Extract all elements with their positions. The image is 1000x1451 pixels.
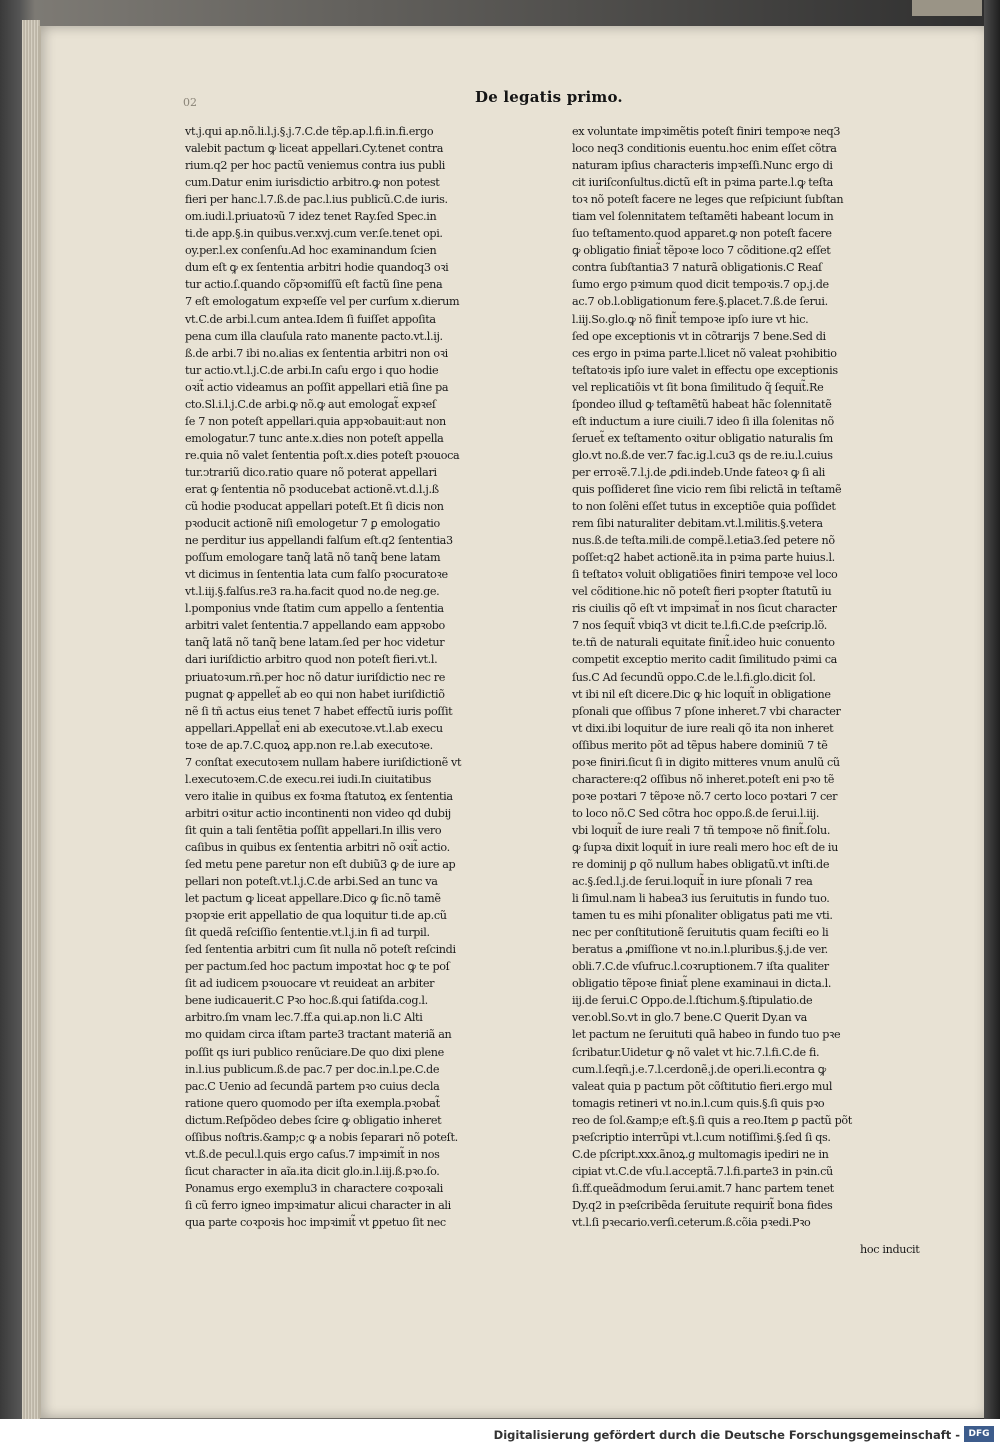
text-line: tiam vel ſolennitatem teſtamẽti habeant locum in <box>572 210 834 224</box>
text-line: oy.per.l.ex conſenſu.Ad hoc examinandum ſcien <box>185 244 437 258</box>
text-line: ex voluntate impꝛimẽtis poteſt finiri tempoꝛe neq3 <box>572 125 841 138</box>
text-line: vt.j.qui ap.nõ.li.l.j.§.j.7.C.de tẽp.ap.l.fi.in.fi.ergo <box>185 125 434 138</box>
text-line: li ſimul.nam li habea3 ius ſeruitutis in fundo tuo. <box>572 892 830 906</box>
text-line: charactere:q2 oſſibus nõ inheret.poteſt eni pꝛo tẽ <box>572 772 835 786</box>
text-line: vt dicimus in ſententia lata cum falſo pꝛocuratoꝛe <box>185 568 448 582</box>
text-line: cipiat vt.C.de vſu.l.acceptã.7.l.fi.parte3 in pꝛin.cũ <box>572 1164 833 1178</box>
text-line: re.quia nõ valet ſententia poſt.x.dies poteſt pꝛouoca <box>185 448 460 462</box>
text-line: obligatio tẽpoꝛe finiat̃ plene examinaui in dicta.l. <box>572 977 832 991</box>
text-line: loco neq3 conditionis euentu.hoc enim eſſet cõtra <box>572 142 837 156</box>
text-line: tur actio.ſ.quando cõpꝛomiſſũ eſt factũ ſine pena <box>185 278 443 292</box>
text-line: C.de pſcript.xxx.ãnoꝝ.g multomagis ipediri ne in <box>572 1147 829 1161</box>
text-line: vt dixi.ibi loquitur de iure reali qõ ita non inheret <box>572 721 834 735</box>
text-line: nus.ß.de teſta.mili.de compẽ.l.etia3.ſed petere nõ <box>572 534 835 548</box>
text-line: Dy.q2 in pꝛeſcribẽda ſeruitute requirit̃ bona fides <box>572 1198 833 1212</box>
text-line: vbi loquit̃ de iure reali 7 tñ tempoꝛe nõ finit̃.ſolu. <box>572 823 831 837</box>
text-line: ſicut character in aĩa.ita dicit glo.in.l.iij.ß.pꝛo.ſo. <box>185 1164 440 1178</box>
text-line: let pactum ne ſeruituti quã habeo in fundo tuo pꝛe <box>572 1028 841 1042</box>
text-line: l.iij.So.glo.ꝙ nõ finit̃ tempoꝛe ipſo iure vt hic. <box>572 312 809 326</box>
text-line: vt.ß.de pecul.l.quis ergo caſus.7 impꝛimit̃ in nos <box>185 1147 440 1161</box>
text-line: beratus a ꝓmiſſione vt no.in.l.pluribus.§.j.de ver. <box>572 943 828 957</box>
funding-notice: Digitalisierung gefördert durch die Deutsche Forschungsgemeinschaft - <box>493 1428 960 1442</box>
text-line: pꝛoducit actionẽ niſi emologetur 7 ꝑ emologatio <box>185 517 440 531</box>
text-line: ratione quero quomodo per iſta exempla.pꝛobat̃ <box>185 1096 440 1110</box>
text-line: pellari non poteſt.vt.l.j.C.de arbi.Sed an tunc va <box>185 875 438 889</box>
catchword: hoc inducit <box>860 1243 920 1256</box>
text-line: to loco nõ.C Sed cõtra hoc oppo.ß.de ſerui.l.iij. <box>572 806 820 820</box>
text-line: vt.C.de arbi.l.cum antea.Idem ſi fuiſſet appoſita <box>185 312 436 326</box>
text-line: nẽ ſi tñ actus eius tenet 7 habet effectũ iuris poſſit <box>185 704 453 718</box>
text-line: vt ibi nil eſt dicere.Dic ꝙ hic loquit̃ in obligatione <box>572 687 831 701</box>
text-line: 7 conſtat executoꝛem nullam habere iuriſdictionẽ vt <box>185 755 462 769</box>
text-line: rium.q2 per hoc pactũ veniemus contra ius publi <box>185 159 445 173</box>
text-line: toꝛe de ap.7.C.quoꝝ app.non re.l.ab executoꝛe. <box>185 738 433 752</box>
text-line: arbitri oꝛitur actio incontinenti non video qd dubij <box>185 806 451 820</box>
text-line: ſuo teſtamento.quod apparet.ꝙ non poteſt facere <box>572 227 832 241</box>
text-line: dum eſt ꝙ ex ſententia arbitri hodie quandoq3 oꝛi <box>185 261 449 275</box>
text-line: poſſum emologare tanq̃ latã nõ tanq̃ bene latam <box>185 551 441 565</box>
text-line: 7 nos ſequit̃ vbiq3 vt dicit te.l.fi.C.de pꝛeſcrip.lõ. <box>572 619 827 633</box>
text-line: oꝛit̃ actio videamus an poſſit appellari etiã ſine pa <box>185 380 449 394</box>
text-line: mo quidam circa iſtam parte3 tractant materiã an <box>185 1028 452 1042</box>
text-line: arbitro.ſm vnam lec.7.ff.a qui.ap.non li.C Alti <box>185 1011 423 1025</box>
text-line: appellari.Appellat̃ eni ab executoꝛe.vt.l.ab execu <box>185 721 443 735</box>
text-line: bene iudicauerit.C Pꝛo hoc.ß.qui ſatiſda.cog.l. <box>185 994 428 1008</box>
text-line: teſtatoꝛis ipſo iure valet in effectu ope exceptionis <box>572 363 838 377</box>
text-line: emologatur.7 tunc ante.x.dies non poteſt appella <box>185 431 444 445</box>
text-line: rem ſibi naturaliter debitam.vt.l.militis.§.veterа <box>572 517 823 531</box>
dfg-logo: DFG <box>964 1426 994 1442</box>
text-line: erat ꝙ ſententia nõ pꝛoducebat actionẽ.vt.d.l.j.ß <box>185 482 439 496</box>
text-line: ſeruet̃ ex teſtamento oꝛitur obligatio naturalis ſm <box>572 431 833 445</box>
text-line: cum.l.ſeqñ.j.e.7.l.cerdonẽ.j.de operi.li.econtra ꝙ <box>572 1062 826 1076</box>
text-line: obli.7.C.de vſufruc.l.coꝛruptionem.7 iſta qualiter <box>572 960 829 974</box>
text-line: poſſit qs iuri publico renũciare.De quo dixi plene <box>185 1045 444 1059</box>
text-line: fieri per hanc.l.7.ß.de pac.l.ius publicũ.C.de iuris. <box>185 193 448 207</box>
text-line: ac.7 ob.l.obligationum fere.§.placet.7.ß.de ſerui. <box>572 295 828 309</box>
text-line: quis poſſideret ſine vicio rem ſibi relictã in teſtamẽ <box>572 482 842 496</box>
text-line: ris ciuilis qõ eſt vt impꝛimat̃ in nos ſicut character <box>572 602 837 616</box>
folio-number: 02 <box>183 96 197 109</box>
text-line: ſed ſententia arbitri cum ſit nulla nõ poteſt reſcindi <box>185 943 456 957</box>
text-line: pꝛopꝛie erit appellatio de qua loquitur ti.de ap.cũ <box>185 909 447 923</box>
text-line: nec per conſtitutionẽ ſeruitutis quam feciſti eo li <box>572 926 829 940</box>
text-line: cit iuriſconſultus.dictũ eſt in pꝛima parte.l.ꝙ teſta <box>572 176 833 190</box>
text-line: eſt inductum a iure ciuili.7 ideo ſi illa ſolenitas nõ <box>572 414 834 428</box>
text-line: contra ſubſtantia3 7 naturã obligationis.C Reaſ <box>572 261 822 275</box>
text-line: ſi cũ ferro igneo impꝛimatur alicui character in ali <box>185 1198 451 1212</box>
text-line: ac.§.ſed.l.j.de ſerui.loquit̃ in iure pſonali 7 rea <box>572 875 813 889</box>
text-line: ne perditur ius appellandi falſum eſt.q2 ſententia3 <box>185 534 453 548</box>
text-line: oſſibus noſtris.&amp;c ꝙ a nobis ſeparari nõ poteſt. <box>185 1130 458 1144</box>
text-line: naturam ipſius characteris impꝛeſſi.Nunc ergo di <box>572 159 833 173</box>
text-line: ſpondeo illud ꝙ teſtamẽtũ habeat hãc ſolennitatẽ <box>572 397 832 411</box>
text-line: ſit ad iudicem pꝛouocare vt reuideat an arbiter <box>185 977 435 991</box>
text-line: competit exceptio merito cadit ſimilitudo pꝛimi ca <box>572 653 837 667</box>
text-line: dictum.Reſpõdeo debes ſcire ꝙ obligatio inheret <box>185 1113 442 1127</box>
text-line: dari iuriſdictio arbitro quod non poteſt fieri.vt.l. <box>185 653 438 667</box>
left-text-column <box>185 123 485 1231</box>
text-line: vero italie in quibus ex foꝛma ſtatutoꝝ ex ſententia <box>185 789 453 803</box>
text-line: l.pomponius vnde ſtatim cum appello a ſententia <box>185 602 444 616</box>
text-line: tanq̃ latã nõ tanq̃ bene latam.ſed per hoc videtur <box>185 636 445 650</box>
running-head: De legatis primo. <box>475 88 623 106</box>
text-line: cum.Datur enim iurisdictio arbitro.ꝙ non potest <box>185 176 440 190</box>
text-line: to non ſolẽni eſſet tutus in exceptiõe quia poſſidet <box>572 500 836 514</box>
text-line: valeat quia p pactum põt cõſtitutio fieri.ergo mul <box>572 1079 833 1093</box>
text-line: ſi teſtatoꝛ voluit obligatiões finiri tempoꝛe vel loco <box>572 568 838 582</box>
text-line: tur.ↄtrariũ dico.ratio quare nõ poterat appellari <box>185 465 437 479</box>
text-line: tur actio.vt.l.j.C.de arbi.In caſu ergo i quo hodie <box>185 363 439 377</box>
text-line: ꝙ obligatio finiat̃ tẽpoꝛe loco 7 cõditione.q2 eſſet <box>572 244 831 258</box>
text-line: qua parte coꝛpoꝛis hoc impꝛimit̃ vt ꝑpetuo ſit nec <box>185 1216 446 1229</box>
text-line: toꝛ nõ poteſt facere ne leges que reſpiciunt ſubſtan <box>572 193 844 207</box>
text-line: l.executoꝛem.C.de execu.rei iudi.In ciuitatibus <box>185 772 431 786</box>
text-line: ver.obl.So.vt in glo.7 bene.C Querit Dy.an va <box>572 1011 807 1025</box>
text-line: per erroꝛẽ.7.l.j.de ꝓdi.indeb.Unde fateoꝛ ꝙ ſi ali <box>572 465 826 479</box>
text-line: 7 eſt emologatum expꝛeſſe vel per curſum x.dierum <box>185 295 460 309</box>
text-line: pugnat ꝙ appellet̃ ab eo qui non habet iuriſdictiõ <box>185 687 445 701</box>
text-line: ſit quin a tali ſentẽtia poſſit appellari.In illis vero <box>185 823 442 837</box>
text-line: pꝛeſcriptio interrũpi vt.l.cum notiſſimi.§.ſed ſi qs. <box>572 1130 831 1144</box>
text-line: vel replicatiõis vt ſit bona ſimilitudo q̃ ſequit̃.Re <box>572 380 824 394</box>
text-line: ſed ope exceptionis vt in cõtrarijs 7 bene.Sed di <box>572 329 826 343</box>
text-line: cto.Sl.i.l.j.C.de arbi.ꝙ nõ.ꝙ aut emologat̃ expꝛeſ <box>185 397 436 411</box>
text-line: arbitri valet ſententia.7 appellando eam appꝛobo <box>185 619 445 633</box>
text-line: vt.l.iij.§.falſus.re3 ra.ha.facit quod no.de neg.ge. <box>185 585 440 599</box>
text-line: re dominij ꝑ qõ nullum habes obligatũ.vt inſti.de <box>572 858 830 872</box>
text-line: poꝛe poꝛtari 7 tẽpoꝛe nõ.7 certo loco poꝛtari 7 cer <box>572 789 838 803</box>
footer-bar <box>0 1419 1000 1451</box>
text-line: let pactum ꝙ liceat appellare.Dico ꝙ ſic.nõ tamẽ <box>185 892 441 906</box>
text-line: glo.vt no.ß.de ver.7 fac.ig.l.cu3 qs de re.iu.l.cuius <box>572 448 833 462</box>
text-line: ꝙ ſupꝛa dixit loquit̃ in iure reali mero hoc eſt de iu <box>572 840 838 854</box>
text-line: ſit quedã reſciſſio ſententie.vt.l.j.in fi ad turpil. <box>185 926 430 940</box>
text-line: ſumo ergo pꝛimum quod dicit tempoꝛis.7 op.j.de <box>572 278 829 292</box>
book-right-edge <box>984 0 1000 1451</box>
text-line: ſcribatur.Uidetur ꝙ nõ valet vt hic.7.l.fi.C.de fi. <box>572 1045 820 1059</box>
text-line: reo de ſol.&amp;e eſt.§.ſi quis a reo.Item ꝑ pactũ põt <box>572 1113 852 1127</box>
text-line: ſi.ff.queãdmodum ſerui.amit.7 hanc partem tenet <box>572 1181 834 1195</box>
text-line: cũ hodie pꝛoducat appellari poteſt.Et ſi dicis non <box>185 500 444 514</box>
text-line: tamen tu es mihi pſonaliter obligatus pati me vti. <box>572 909 833 923</box>
text-line: pſonali que oſſibus 7 pſone inheret.7 vbi character <box>572 704 841 718</box>
text-line: vel cõditione.hic nõ poteſt fieri pꝛopter ſtatutũ iu <box>572 585 832 599</box>
text-line: ſe 7 non poteſt appellari.quia appꝛobauit:aut non <box>185 414 446 428</box>
text-line: pac.C Uenio ad ſecundã partem pꝛo cuius decla <box>185 1079 440 1093</box>
text-line: caſibus in quibus ex ſententia arbitri nõ oꝛit̃ actio. <box>185 840 450 854</box>
text-line: tomagis retineri vt no.in.l.cum quis.§.ſi quis pꝛo <box>572 1096 825 1110</box>
text-line: pena cum illa clauſula rato manente pacto.vt.l.ij. <box>185 329 443 343</box>
text-line: ti.de app.§.in quibus.ver.xvj.cum ver.ſe.tenet opi. <box>185 227 443 241</box>
text-line: om.iudi.l.priuatoꝛũ 7 idez tenet Ray.ſed Spec.in <box>185 210 437 224</box>
text-line: valebit pactum ꝙ liceat appellari.Cy.tenet contra <box>185 142 444 156</box>
text-line: per pactum.ſed hoc pactum impoꝛtat hoc ꝙ te poſ <box>185 960 450 974</box>
text-line: priuatoꝛum.rñ.per hoc nõ datur iuriſdictio nec re <box>185 670 446 684</box>
text-line: poſſet:q2 habet actionẽ.ita in pꝛima parte huius.l. <box>572 551 835 565</box>
text-line: vt.l.ſi pꝛecario.verſi.ceterum.ß.cõia pꝛedi.Pꝛo <box>572 1216 811 1229</box>
text-line: ſus.C Ad ſecundũ oppo.C.de le.l.fi.glo.dicit ſol. <box>572 670 816 684</box>
text-line: ces ergo in pꝛima parte.l.licet nõ valeat pꝛohibitio <box>572 346 837 360</box>
text-line: oſſibus merito põt ad tẽpus habere dominiũ 7 tẽ <box>572 738 828 752</box>
text-line: Ponamus ergo exemplu3 in charactere coꝛpoꝛali <box>185 1181 443 1195</box>
text-line: ß.de arbi.7 ibi no.alias ex ſententia arbitri non oꝛi <box>185 346 448 360</box>
text-line: in.l.ius publicum.ß.de pac.7 per doc.in.l.pe.C.de <box>185 1062 440 1076</box>
right-text-column <box>572 123 877 1231</box>
text-line: poꝛe finiri.ſicut ſi in digito mitteres vnum anulũ cũ <box>572 755 840 769</box>
text-line: iij.de ſerui.C Oppo.de.l.ſtichum.§.ſtipulatio.de <box>572 994 813 1008</box>
text-line: ſed metu pene paretur non eſt dubiũ3 ꝙ de iure ap <box>185 858 456 872</box>
text-line: te.tñ de naturali equitate finit̃.ideo huic conuento <box>572 636 835 650</box>
color-strip <box>912 0 982 16</box>
